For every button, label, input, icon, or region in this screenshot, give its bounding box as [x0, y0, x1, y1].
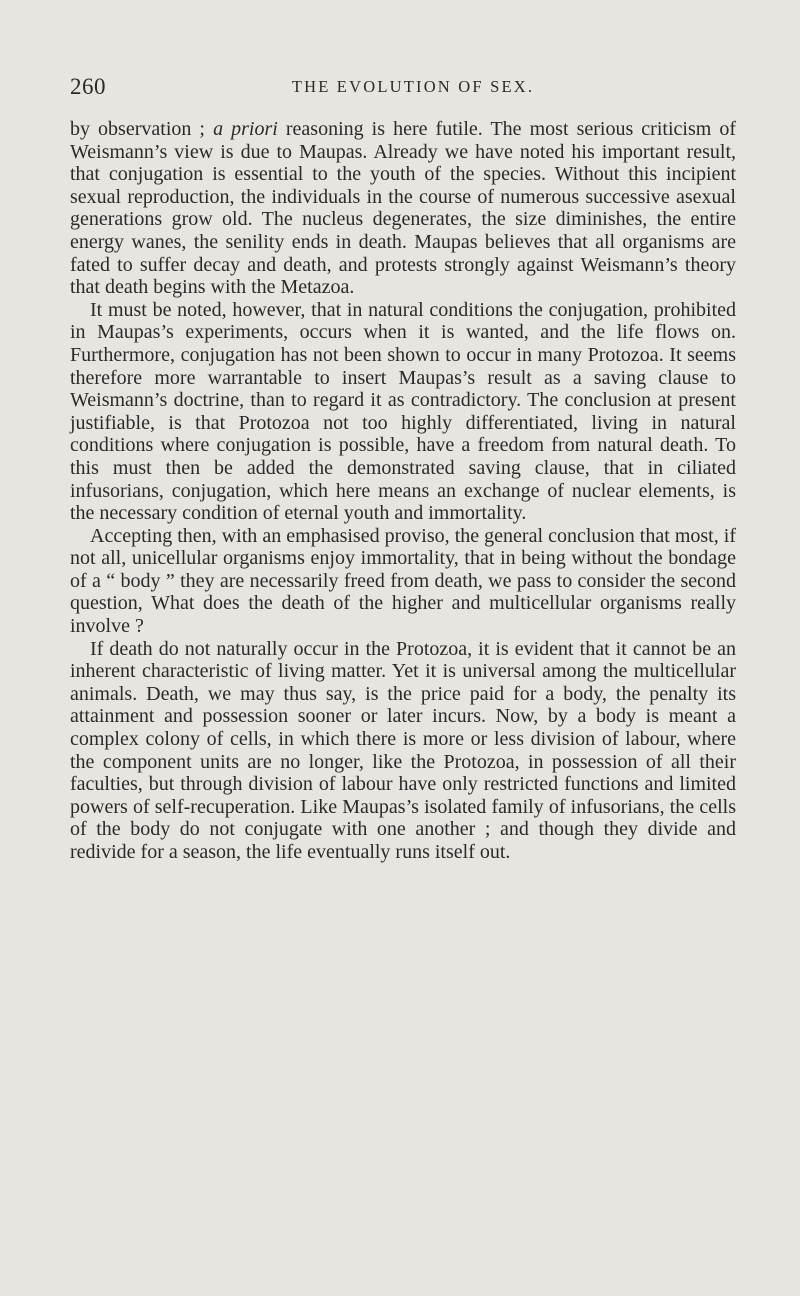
running-title: THE EVOLUTION OF SEX.: [291, 77, 535, 96]
paragraph-4: If death do not naturally occur in the Protozoa, it is evident that it cannot be an inherent characteristic of living matter. Yet it is universal among the multicellular animals. Death, we may thus say, is the price paid for a body, the penalty its attainment and possession sooner or later incurs. Now, by a body is meant a complex colony of cells, in which there is more or less division of labour, where the component units are no longer, like the Protozoa, in possession of all their faculties, but through division of labour have only restricted functions and limited powers of self-recuperation. Like Maupas’s isolated family of infusorians, the cells of the body do not conjugate with one another ; and though they divide and redivide for a season, the life eventually runs itself out.: [70, 637, 736, 863]
page-header: [70, 74, 736, 104]
paragraph-3: Accepting then, with an emphasised proviso, the general conclusion that most, if not all, unicellular organisms enjoy immortality, that in being without the bondage of a “ body ” they are necessarily freed from death, we pass to consider the second question, What does the death of the higher and multicellular organisms really involve ?: [70, 524, 736, 638]
paragraph-1: [70, 118, 736, 299]
paragraph-1-lead: by observation ;: [70, 118, 214, 140]
paragraph-1-rest: reasoning is here futile. The most serious criticism of Weismann’s view is due to Maupas. Already we have noted his important result, that conjugation is essential to the youth of the species. Without this incipient sexual reproduction, the individuals in the course of numerous successive asexual generations grow old. The nucleus degenerates, the size diminishes, the entire energy wanes, the senility ends in death. Maupas believes that all organisms are fated to suffer decay and death, and protests strongly against Weismann’s theory that death begins with the Metazoa.: [70, 118, 736, 299]
page-number: 260: [70, 74, 106, 99]
body-text: [70, 118, 736, 864]
italic-phrase: a priori: [213, 118, 278, 140]
paragraph-2: It must be noted, however, that in natural conditions the conjugation, prohibited in Maupas’s experiments, occurs when it is wanted, and the life flows on. Furthermore, conjugation has not been shown to occur in many Protozoa. It seems therefore more warrantable to insert Maupas’s result as a saving clause to Weismann’s doctrine, than to regard it as contradictory. The conclusion at present justifiable, is that Protozoa not too highly differentiated, living in natural conditions where conjugation is possible, have a freedom from natural death. To this must then be added the demonstrated saving clause, that in ciliated infusorians, conjugation, which here means an exchange of nuclear elements, is the necessary condition of eternal youth and immortality.: [70, 298, 736, 525]
